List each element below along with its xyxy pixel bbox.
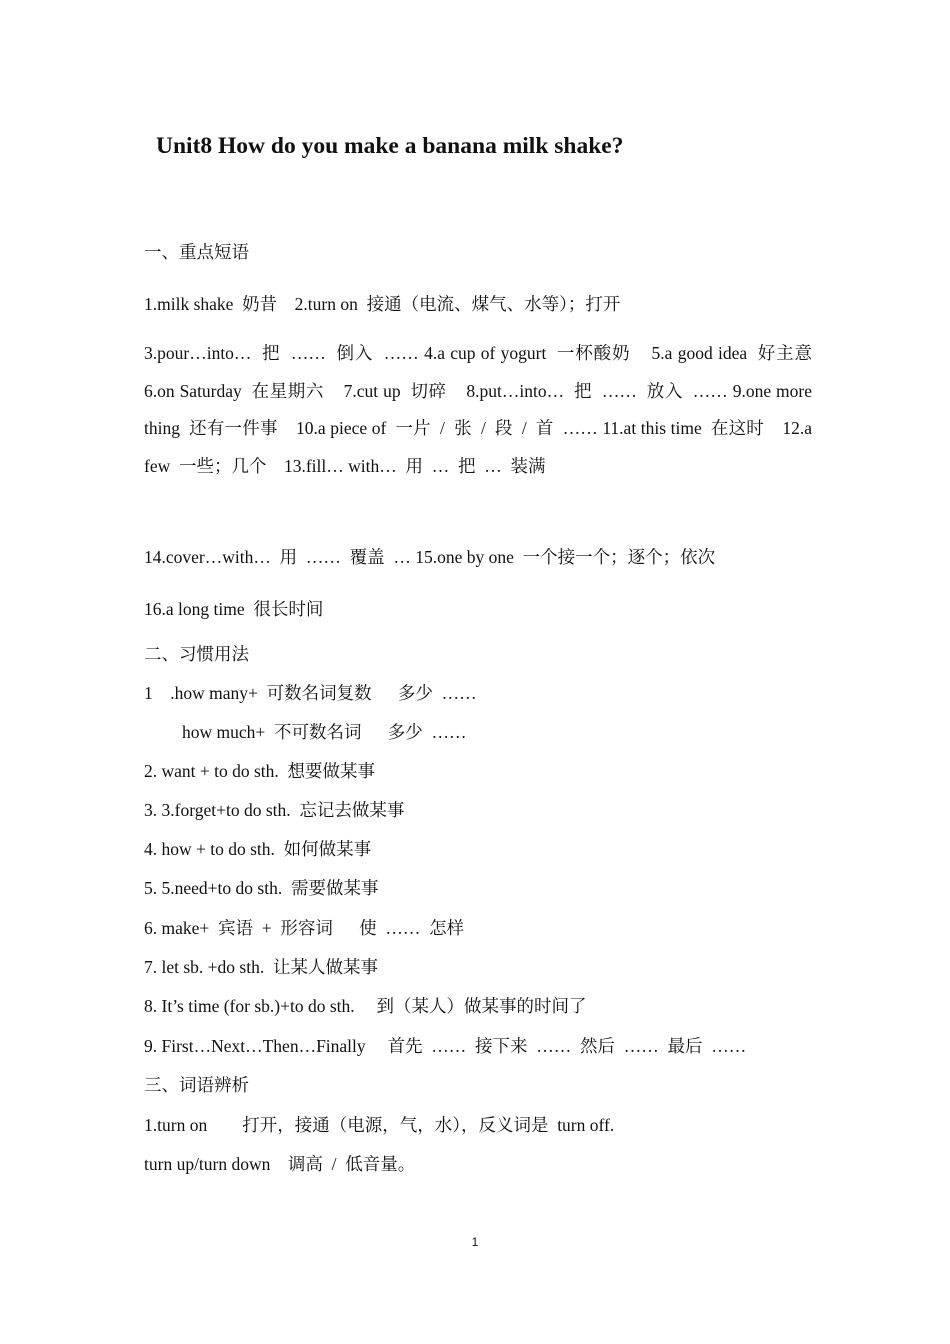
usage-item: 7. let sb. +do sth. 让某人做某事	[144, 957, 378, 977]
usage-item: 1 .how many+ 可数名词复数 多少 ……	[144, 683, 477, 703]
usage-item: 4. how + to do sth. 如何做某事	[144, 839, 372, 859]
document-title: Unit8 How do you make a banana milk shake?	[156, 133, 624, 159]
usage-item: 2. want + to do sth. 想要做某事	[144, 761, 376, 781]
analysis-item: 1.turn on 打开，接通（电源，气，水），反义词是 turn off.	[144, 1115, 615, 1135]
page-number: 1	[471, 1235, 479, 1249]
section-heading-usage: 二、习惯用法	[144, 644, 249, 664]
usage-item: 5. 5.need+to do sth. 需要做某事	[144, 878, 379, 898]
phrases-line-1: 1.milk shake 奶昔 2.turn on 接通（电流、煤气、水等）；打开	[144, 294, 621, 314]
usage-item: 3. 3.forget+to do sth. 忘记去做某事	[144, 800, 405, 820]
usage-item: how much+ 不可数名词 多少 ……	[182, 722, 467, 742]
phrases-line-3: 14.cover…with… 用 …… 覆盖 … 15.one by one 一个接一个；逐个；依次	[144, 547, 716, 567]
analysis-item: turn up/turn down 调高 / 低音量。	[144, 1154, 416, 1174]
usage-item: 6. make+ 宾语 + 形容词 使 …… 怎样	[144, 918, 465, 938]
usage-item: 9. First…Next…Then…Finally 首先 …… 接下来 …… 然后 …… 最后 ……	[144, 1036, 747, 1056]
section-heading-key-phrases: 一、重点短语	[144, 242, 249, 262]
usage-item: 8. It’s time (for sb.)+to do sth. 到（某人）做某事的时间了	[144, 996, 587, 1016]
phrases-paragraph-2: 3.pour…into… 把 …… 倒入 …… 4.a cup of yogurt 一杯酸奶 5.a good idea 好主意 6.on Saturday 在星期六 7.cut up 切碎 8.put…into… 把 …… 放入 …… 9.one more thing 还有一件事 10.a piece of 一片 / 张 / 段 / 首 …… 11.at this time 在这时 12.a few 一些；几个 13.fill… with… 用 … 把 … 装满	[144, 343, 830, 476]
phrases-line-4: 16.a long time 很长时间	[144, 599, 324, 619]
section-heading-word-analysis: 三、词语辨析	[144, 1075, 249, 1095]
